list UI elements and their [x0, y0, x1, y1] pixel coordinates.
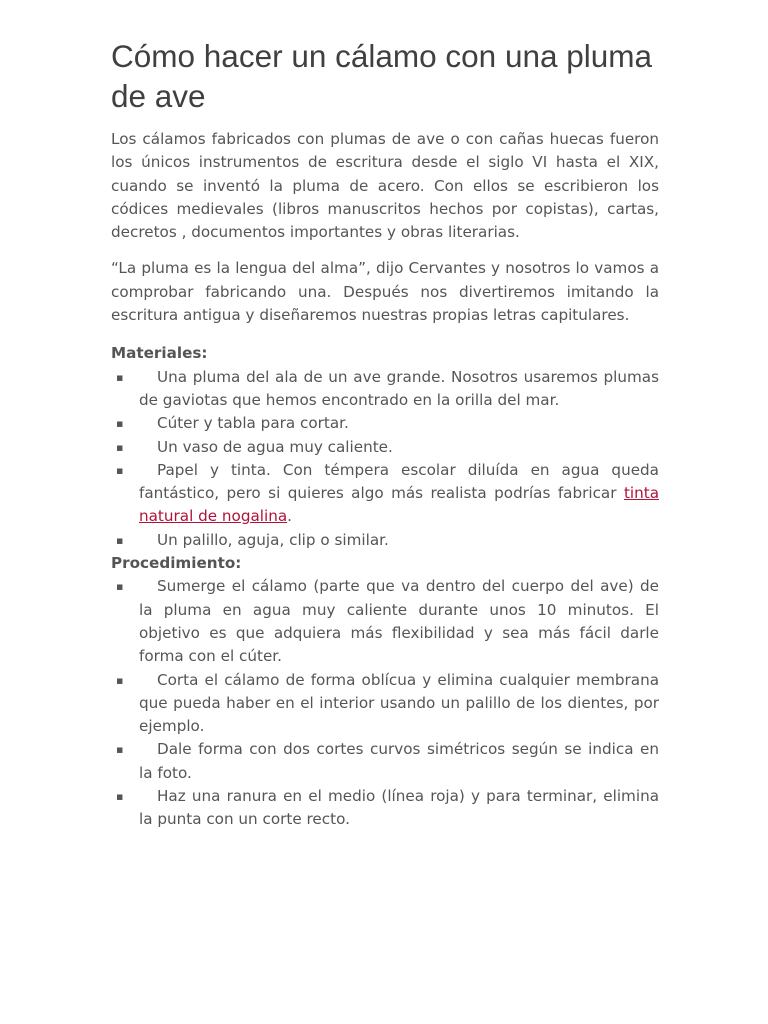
intro-paragraph-1: Los cálamos fabricados con plumas de ave o con cañas huecas fueron los únicos instrumentos de escritura desde el siglo VI hasta el XIX, cuando se inventó la pluma de acero. Con ellos se escribieron los códices medievales (libros manuscritos hechos por copistas), cartas, decretos , documentos importantes y obras literarias.	[111, 130, 659, 242]
bullet-icon: ▪	[116, 417, 124, 431]
procedure-heading: Procedimiento:	[111, 554, 242, 573]
list-item-text: Un palillo, aguja, clip o similar.	[157, 530, 389, 549]
nogalina-ink-link[interactable]: tinta natural de nogalina	[139, 484, 660, 526]
list-item-text: Cúter y tabla para cortar.	[157, 414, 349, 433]
bullet-icon: ▪	[116, 370, 124, 384]
intro-paragraph-2: “La pluma es la lengua del alma”, dijo Cervantes y nosotros lo vamos a comprobar fabricando una. Después nos divertiremos imitando la escritura antigua y diseñaremos nuestras propias letras capitulares.	[111, 259, 659, 325]
list-item	[111, 366, 659, 413]
bullet-icon: ▪	[116, 440, 124, 454]
list-item-text: Sumerge el cálamo (parte que va dentro del cuerpo del ave) de la pluma en agua muy caliente durante unos 10 minutos. El objetivo es que adquiera más flexibilidad y sea más fácil darle forma con el cúter.	[139, 577, 659, 666]
list-item	[111, 575, 659, 668]
list-item-text: Papel y tinta. Con témpera escolar diluída en agua queda fantástico, pero si quieres algo más realista podrías fabricar	[139, 460, 659, 503]
bullet-icon: ▪	[116, 463, 124, 477]
bullet-icon: ▪	[116, 743, 124, 757]
link-trailing-period: .	[287, 507, 292, 526]
list-item	[111, 785, 659, 832]
materials-list	[111, 366, 659, 552]
list-item-text: Dale forma con dos cortes curvos simétricos según se indica en la foto.	[139, 740, 659, 782]
bullet-icon: ▪	[116, 673, 124, 687]
list-item-text: Una pluma del ala de un ave grande. Nosotros usaremos plumas de gaviotas que hemos encontrado en la orilla del mar.	[139, 367, 659, 409]
list-item-text: Corta el cálamo de forma oblícua y elimina cualquier membrana que pueda haber en el interior usando un palillo de los dientes, por ejemplo.	[139, 670, 659, 736]
list-item-text: Un vaso de agua muy caliente.	[157, 437, 393, 456]
page-title: Cómo hacer un cálamo con una pluma de ave	[111, 38, 653, 114]
list-item	[111, 738, 659, 785]
list-item	[111, 529, 659, 552]
list-item	[111, 412, 659, 435]
materials-heading: Materiales:	[111, 344, 208, 363]
bullet-icon: ▪	[116, 533, 124, 547]
document-page	[111, 0, 659, 832]
bullet-icon: ▪	[116, 790, 124, 804]
list-item	[111, 436, 659, 459]
list-item	[111, 459, 659, 529]
list-item-text: Haz una ranura en el medio (línea roja) y para terminar, elimina la punta con un corte recto.	[139, 787, 659, 829]
procedure-list	[111, 575, 659, 831]
list-item	[111, 669, 659, 739]
bullet-icon: ▪	[116, 580, 124, 594]
